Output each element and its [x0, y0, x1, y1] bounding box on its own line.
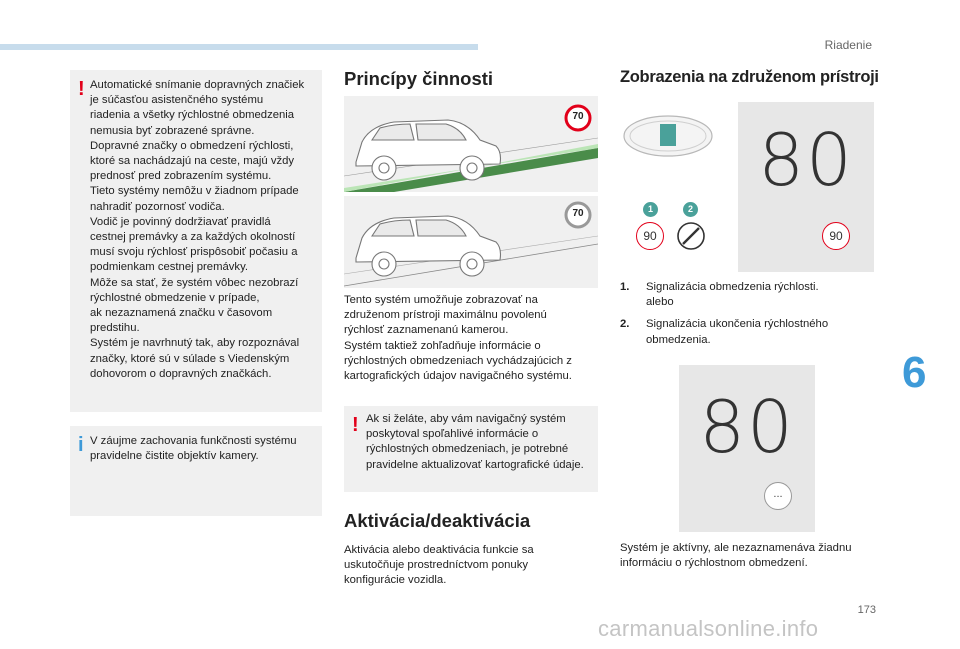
section-name: Riadenie: [824, 38, 872, 52]
instrument-cluster-icon: [622, 112, 714, 160]
warning-icon: !: [78, 78, 85, 100]
activation-line: konfigurácie vozidla.: [344, 574, 447, 587]
limit-sign-1: 90: [636, 222, 664, 250]
navigation-warning-line: pravidelne aktualizovať kartografické údaje.: [366, 458, 584, 471]
principles-line: rýchlosť zaznamenanú kamerou.: [344, 324, 509, 337]
principles-line: združenom prístroji maximálnu povolenú: [344, 309, 547, 322]
warning-line: je súčasťou asistenčného systému: [90, 94, 264, 107]
warning-line: dohovorom o dopravných značkách.: [90, 367, 272, 380]
warning-line: Tieto systémy nemôžu v žiadnom prípade: [90, 185, 299, 198]
warning-line: musí svoju rýchlosť prispôsobiť počasiu a: [90, 246, 298, 259]
warning-line: nemusia byť zobrazené správne.: [90, 124, 255, 137]
warning-line: cestnej premávky a za každých okolností: [90, 231, 296, 244]
warning-line: Vodič je povinný dodržiavať pravidlá: [90, 215, 271, 228]
legend-item-2: [620, 317, 874, 347]
warning-line: ktoré sa nachádzajú na ceste, majú vždy: [90, 155, 295, 168]
no-limit-sign: ...: [764, 482, 792, 510]
marker-2: 2: [683, 202, 698, 217]
legend-number: 2.: [620, 318, 630, 331]
warning-line: riadenia a všetky rýchlostné obmedzenia: [90, 109, 295, 122]
speed-sign-bottom: 70: [572, 208, 584, 219]
warning-line: rýchlostné obmedzenie v prípade,: [90, 291, 260, 304]
legend-line: alebo: [646, 296, 674, 309]
principles-line: kartografických údajov navigačného systému.: [344, 370, 572, 383]
warning-line: predstihu.: [90, 322, 140, 335]
display-legend: [620, 280, 874, 355]
warning-line: ak nezaznamená značku v časovom: [90, 307, 273, 320]
speed-sign-top: 70: [572, 111, 584, 122]
top-accent-bar: [0, 44, 478, 50]
principles-line: Tento systém umožňuje zobrazovať na: [344, 294, 538, 306]
info-box: [70, 426, 322, 516]
warning-line: značky, ktoré sú v súlade s Viedenským: [90, 352, 290, 365]
legend-item-1: [620, 280, 874, 310]
legend-line: Signalizácia ukončenia rýchlostného: [646, 318, 829, 331]
warning-box: [70, 70, 322, 412]
displays-title: Zobrazenia na združenom prístroji: [620, 68, 879, 86]
navigation-warning-box: [344, 406, 598, 492]
end-of-limit-sign-icon: [676, 221, 706, 251]
current-speed-2: 80: [699, 385, 795, 469]
navigation-warning-line: poskytoval spoľahlivé informácie o: [366, 428, 539, 441]
displays-footer-line: Systém je aktívny, ale nezaznamenáva žiadnu: [620, 542, 852, 554]
displays-footer: [620, 541, 880, 571]
current-speed-1: 80: [758, 118, 854, 202]
activation-line: uskutočňuje prostredníctvom ponuky: [344, 559, 528, 572]
legend-number: 1.: [620, 281, 630, 293]
warning-line: Automatické snímanie dopravných značiek: [90, 79, 305, 91]
warning-text: [90, 78, 322, 382]
navigation-warning-text: [366, 412, 596, 473]
info-text: [90, 434, 322, 464]
warning-icon: !: [352, 414, 359, 436]
principles-line: rýchlostných obmedzeniach vychádzajúcich z: [344, 354, 572, 367]
activation-title: Aktivácia/deaktivácia: [344, 510, 531, 531]
warning-line: Dopravné značky o obmedzení rýchlosti,: [90, 139, 294, 152]
displays-footer-line: informáciu o rýchlostnom obmedzení.: [620, 557, 808, 570]
activation-line: Aktivácia alebo deaktivácia funkcie sa: [344, 544, 534, 556]
navigation-warning-line: rýchlostných obmedzeniach, je potrebné: [366, 443, 569, 456]
info-line: pravidelne čistite objektív kamery.: [90, 450, 259, 463]
legend-line: obmedzenia.: [646, 333, 711, 346]
warning-line: prednosť pred zobrazením systému.: [90, 170, 272, 183]
activation-body: [344, 543, 598, 589]
page-number: 173: [857, 604, 876, 616]
principles-title: Princípy činnosti: [344, 68, 494, 89]
cluster-display-1: [620, 102, 874, 272]
navigation-warning-line: Ak si želáte, aby vám navigačný systém: [366, 413, 566, 425]
warning-line: nahradiť pozornosť vodiča.: [90, 200, 225, 213]
info-icon: i: [78, 434, 84, 456]
cluster-screen-2: [679, 365, 815, 532]
warning-line: Systém je navrhnutý tak, aby rozpoznával: [90, 337, 300, 350]
limit-sign-screen: 90: [822, 222, 850, 250]
chapter-number: 6: [902, 348, 927, 397]
principles-body: [344, 293, 598, 384]
car-sign-figure-1: [344, 96, 598, 192]
warning-line: podmienkam cestnej premávky.: [90, 261, 249, 274]
warning-line: Môže sa stať, že systém vôbec nezobrazí: [90, 276, 299, 289]
marker-1: 1: [643, 202, 658, 217]
car-sign-figure-2: [344, 196, 598, 288]
watermark: carmanualsonline.info: [598, 616, 819, 641]
principles-line: Systém taktiež zohľadňuje informácie o: [344, 339, 541, 352]
info-line: V záujme zachovania funkčnosti systému: [90, 435, 297, 447]
legend-line: Signalizácia obmedzenia rýchlosti.: [646, 281, 819, 293]
